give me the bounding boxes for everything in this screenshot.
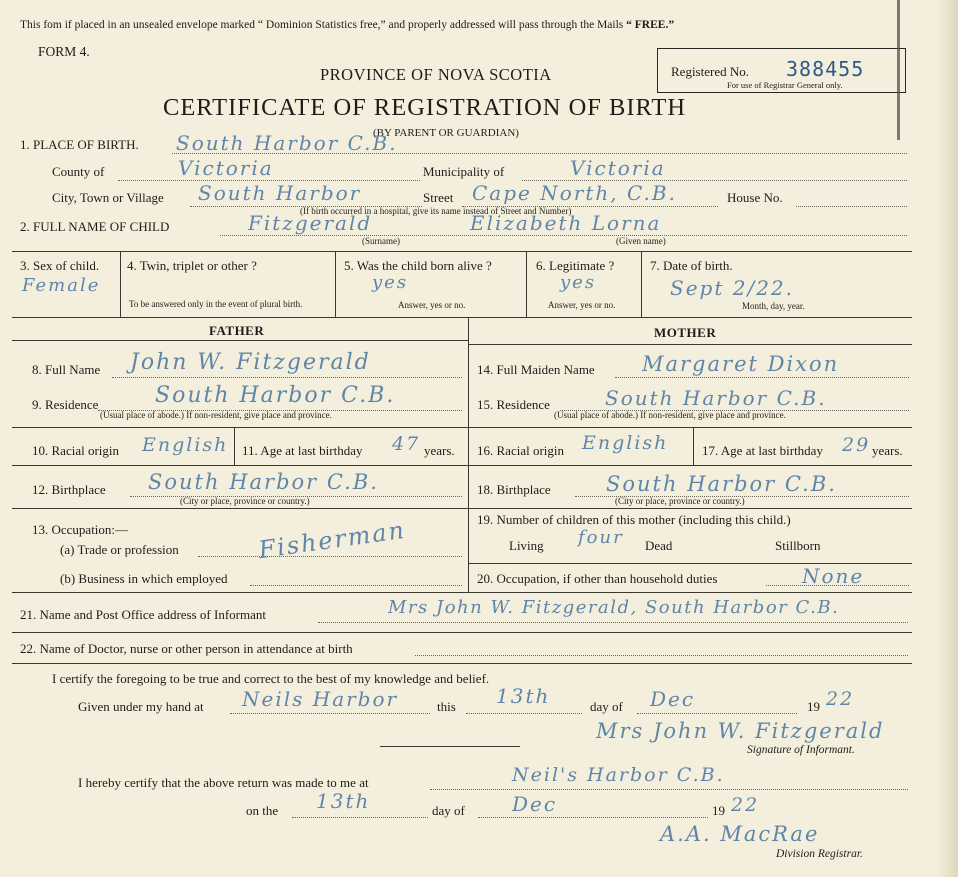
- living-entry: four: [578, 527, 624, 548]
- child-given-name-entry: Elizabeth Lorna: [470, 211, 662, 235]
- doctor-line: [415, 655, 908, 656]
- father-occupation-label: 13. Occupation:—: [32, 522, 129, 537]
- mother-racial-entry: English: [582, 432, 669, 454]
- surname-note: (Surname): [362, 236, 400, 246]
- father-birthplace-entry: South Harbor C.B.: [148, 470, 379, 494]
- mail-note: This fom if placed in an unsealed envelope marked “ Dominion Statistics free,” and properly addressed will pass through the Mails “ FREE.”: [20, 19, 675, 31]
- born-alive-entry: yes: [372, 272, 409, 293]
- registrar-note: For use of Registrar General only.: [727, 80, 843, 90]
- mother-birthplace-entry: South Harbor C.B.: [606, 472, 837, 496]
- return-at-entry: Neil's Harbor C.B.: [512, 764, 725, 786]
- rule-row3-bottom: [12, 317, 912, 318]
- father-age-entry: 47: [392, 433, 421, 455]
- mother-residence-note: (Usual place of abode.) If non-resident, give place and province.: [554, 410, 786, 420]
- father-name-line: [112, 377, 462, 378]
- father-birthplace-note: (City or place, province or country.): [180, 496, 310, 506]
- child-surname-entry: Fitzgerald: [248, 211, 373, 235]
- mother-residence-label: 15. Residence: [477, 397, 550, 412]
- rule-v1: [120, 251, 121, 317]
- mother-birthplace-label: 18. Birthplace: [477, 482, 551, 497]
- born-alive-label: 5. Was the child born alive ?: [344, 258, 492, 273]
- father-trade-entry: Fisherman: [256, 515, 408, 565]
- informant-line: [318, 622, 908, 623]
- rule-mother-age: [693, 427, 694, 465]
- registered-label: Registered No.: [671, 64, 749, 79]
- born-alive-note: Answer, yes or no.: [398, 300, 466, 310]
- rule-mother-head: [468, 344, 912, 345]
- return-day-entry: 13th: [316, 789, 371, 813]
- given-day-line: [466, 713, 582, 714]
- twin-note: To be answered only in the event of plural birth.: [129, 299, 303, 309]
- registered-number-box: [657, 48, 906, 93]
- rule-father-age: [234, 427, 235, 465]
- place-of-birth-entry: South Harbor C.B.: [176, 131, 398, 155]
- signature-informant-label: Signature of Informant.: [747, 744, 855, 756]
- mother-occupation-label: 20. Occupation, if other than household duties: [477, 571, 718, 586]
- house-no-label: House No.: [727, 190, 783, 205]
- mother-racial-label: 16. Racial origin: [477, 443, 565, 458]
- stillborn-label: Stillborn: [775, 538, 821, 553]
- county-label: County of: [52, 164, 105, 179]
- father-business-label: (b) Business in which employed: [60, 571, 228, 586]
- father-racial-entry: English: [142, 434, 229, 456]
- mother-age-years: years.: [872, 443, 903, 458]
- given-year-prefix: 19: [807, 699, 820, 714]
- given-month-entry: Dec: [650, 687, 696, 711]
- date-of-birth-note: Month, day, year.: [742, 301, 805, 311]
- return-month-entry: Dec: [512, 792, 558, 816]
- rule-residence-bottom: [12, 427, 912, 428]
- father-business-line: [250, 585, 462, 586]
- mother-children-label: 19. Number of children of this mother (including this child.): [477, 512, 791, 527]
- date-of-birth-label: 7. Date of birth.: [650, 258, 733, 273]
- father-trade-label: (a) Trade or profession: [60, 542, 179, 557]
- mother-birthplace-note: (City or place, province or country.): [615, 496, 745, 506]
- mother-age-entry: 29: [842, 434, 871, 456]
- rule-v2: [335, 251, 336, 317]
- registered-number: 388455: [786, 57, 865, 81]
- city-town-entry: South Harbor: [198, 181, 362, 205]
- certify-statement: I certify the foregoing to be true and correct to the best of my knowledge and belief.: [52, 671, 490, 686]
- rule-birthplace-bottom: [12, 508, 912, 509]
- municipality-entry: Victoria: [570, 156, 666, 180]
- father-residence-entry: South Harbor C.B.: [155, 383, 396, 408]
- paper-edge-shade: [936, 0, 958, 877]
- rule-informant-bottom: [12, 632, 912, 633]
- given-name-note: (Given name): [616, 236, 666, 246]
- doctor-label: 22. Name of Doctor, nurse or other person in attendance at birth: [20, 641, 353, 656]
- this-label: this: [437, 699, 456, 714]
- father-name-label: 8. Full Name: [32, 362, 101, 377]
- full-name-child-line: [220, 235, 907, 236]
- mother-name-line: [615, 377, 909, 378]
- mother-occupation-entry: None: [802, 564, 865, 588]
- return-day-line: [292, 817, 428, 818]
- legitimate-entry: yes: [560, 272, 597, 293]
- given-at-line: [230, 713, 430, 714]
- return-year-prefix: 19: [712, 803, 725, 818]
- return-day-of-label: day of: [432, 803, 465, 818]
- father-residence-note: (Usual place of abode.) If non-resident, give place and province.: [100, 410, 332, 420]
- division-registrar-label: Division Registrar.: [776, 848, 863, 860]
- date-of-birth-entry: Sept 2/22.: [670, 276, 795, 300]
- given-year-entry: 22: [826, 688, 855, 710]
- return-at-line: [430, 789, 908, 790]
- living-label: Living: [509, 538, 544, 553]
- given-at-entry: Neils Harbor: [242, 687, 399, 711]
- father-birthplace-label: 12. Birthplace: [32, 482, 106, 497]
- legitimate-label: 6. Legitimate ?: [536, 258, 615, 273]
- hereby-statement: I hereby certify that the above return was made to me at: [78, 775, 369, 790]
- street-label: Street: [423, 190, 454, 205]
- given-month-line: [637, 713, 797, 714]
- informant-label: 21. Name and Post Office address of Informant: [20, 607, 266, 622]
- rule-center: [468, 317, 469, 592]
- rule-family-bottom: [12, 592, 912, 593]
- rule-doctor-bottom: [12, 663, 912, 664]
- rule-v4: [641, 251, 642, 317]
- father-heading: FATHER: [209, 323, 265, 338]
- city-town-label: City, Town or Village: [52, 190, 164, 205]
- hospital-note: (If birth occurred in a hospital, give its name instead of Street and Number): [300, 206, 572, 216]
- mother-name-entry: Margaret Dixon: [642, 352, 840, 376]
- informant-signature: Mrs John W. Fitzgerald: [596, 719, 885, 743]
- mother-heading: MOTHER: [654, 325, 717, 340]
- mother-age-label: 17. Age at last birthday: [702, 443, 823, 458]
- sex-label: 3. Sex of child.: [20, 258, 100, 273]
- father-age-years: years.: [424, 443, 455, 458]
- day-of-label: day of: [590, 699, 623, 714]
- father-trade-line: [198, 556, 462, 557]
- dead-label: Dead: [645, 538, 673, 553]
- return-year-entry: 22: [731, 794, 760, 816]
- rule-signature-short: [380, 746, 520, 747]
- on-the-label: on the: [246, 803, 279, 818]
- province-heading: PROVINCE OF NOVA SCOTIA: [320, 65, 552, 84]
- paper-edge-mark: [897, 0, 900, 140]
- father-racial-label: 10. Racial origin: [32, 443, 120, 458]
- house-no-line: [796, 206, 907, 207]
- sex-entry: Female: [22, 275, 101, 296]
- legitimate-note: Answer, yes or no.: [548, 300, 616, 310]
- form-number: FORM 4.: [38, 44, 90, 59]
- mother-residence-entry: South Harbor C.B.: [605, 386, 827, 410]
- certificate-subtitle: (BY PARENT OR GUARDIAN): [373, 127, 519, 139]
- father-name-entry: John W. Fitzgerald: [130, 350, 371, 375]
- return-month-line: [478, 817, 708, 818]
- informant-entry: Mrs John W. Fitzgerald, South Harbor C.B.: [388, 597, 840, 618]
- rule-racial-bottom: [12, 465, 912, 466]
- registrar-signature: A.A. MacRae: [660, 822, 820, 846]
- rule-v3: [526, 251, 527, 317]
- father-residence-label: 9. Residence: [32, 397, 99, 412]
- mother-name-label: 14. Full Maiden Name: [477, 362, 595, 377]
- county-entry: Victoria: [178, 156, 274, 180]
- given-day-entry: 13th: [496, 684, 551, 708]
- full-name-child-label: 2. FULL NAME OF CHILD: [20, 219, 170, 234]
- place-of-birth-label: 1. PLACE OF BIRTH.: [20, 137, 139, 152]
- street-entry: Cape North, C.B.: [472, 181, 677, 205]
- rule-father-head: [12, 340, 468, 341]
- rule-row3-top: [12, 251, 912, 252]
- certificate-title: CERTIFICATE OF REGISTRATION OF BIRTH: [163, 94, 687, 121]
- given-under-label: Given under my hand at: [78, 699, 204, 714]
- municipality-label: Municipality of: [423, 164, 505, 179]
- father-age-label: 11. Age at last birthday: [242, 443, 363, 458]
- twin-label: 4. Twin, triplet or other ?: [127, 258, 257, 273]
